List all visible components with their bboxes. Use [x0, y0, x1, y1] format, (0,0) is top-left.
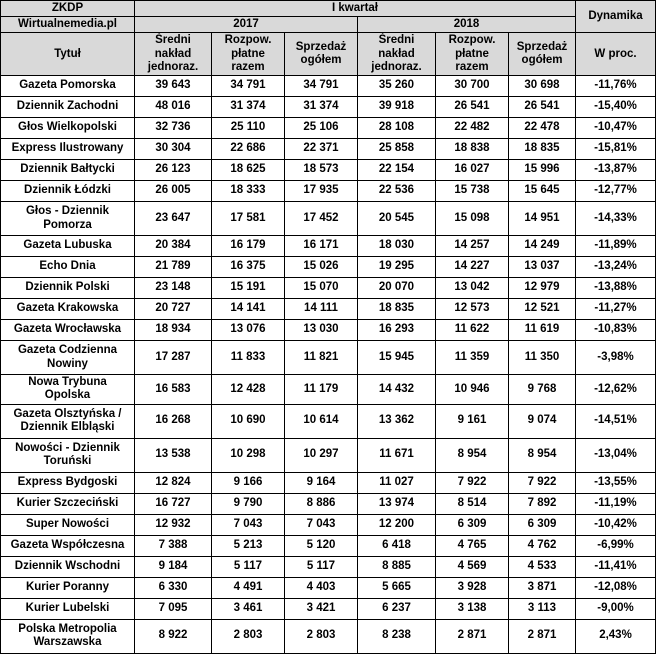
- cell-2018-0: 20 545: [358, 202, 436, 236]
- table-row: [1, 375, 656, 404]
- cell-2018-2: 8 954: [509, 438, 576, 472]
- header-subcol-3: Średni nakład jednoraz.: [358, 33, 436, 76]
- cell-2017-2: 11 821: [285, 341, 358, 375]
- table-row: [1, 118, 656, 139]
- row-title: Nowości - Dziennik Toruński: [1, 438, 135, 472]
- cell-2017-1: 10 690: [212, 404, 285, 438]
- cell-dynamics: -13,55%: [576, 472, 656, 493]
- cell-2018-0: 5 665: [358, 577, 436, 598]
- row-title: Gazeta Współczesna: [1, 535, 135, 556]
- row-title: Dziennik Bałtycki: [1, 160, 135, 181]
- cell-2017-0: 7 095: [135, 598, 212, 619]
- row-title: Kurier Lubelski: [1, 598, 135, 619]
- cell-2017-2: 3 421: [285, 598, 358, 619]
- table-row: [1, 139, 656, 160]
- cell-2018-2: 11 350: [509, 341, 576, 375]
- cell-2018-2: 14 951: [509, 202, 576, 236]
- cell-2017-1: 9 790: [212, 493, 285, 514]
- cell-2017-1: 7 043: [212, 514, 285, 535]
- cell-2018-0: 39 918: [358, 97, 436, 118]
- cell-2018-2: 22 478: [509, 118, 576, 139]
- cell-2017-0: 6 330: [135, 577, 212, 598]
- cell-2018-2: 7 922: [509, 472, 576, 493]
- cell-2018-0: 12 200: [358, 514, 436, 535]
- cell-2017-2: 2 803: [285, 619, 358, 653]
- cell-2018-2: 4 533: [509, 556, 576, 577]
- cell-2018-1: 30 700: [436, 76, 509, 97]
- cell-2018-1: 11 359: [436, 341, 509, 375]
- cell-2017-2: 15 026: [285, 257, 358, 278]
- cell-2018-0: 35 260: [358, 76, 436, 97]
- table-row: [1, 619, 656, 653]
- cell-2018-2: 13 037: [509, 257, 576, 278]
- row-title: Gazeta Pomorska: [1, 76, 135, 97]
- cell-2018-0: 11 027: [358, 472, 436, 493]
- cell-2017-0: 39 643: [135, 76, 212, 97]
- row-title: Głos Wielkopolski: [1, 118, 135, 139]
- row-title: Dziennik Polski: [1, 278, 135, 299]
- cell-dynamics: -11,89%: [576, 236, 656, 257]
- cell-dynamics: -10,42%: [576, 514, 656, 535]
- cell-2018-0: 6 418: [358, 535, 436, 556]
- cell-2018-1: 15 738: [436, 181, 509, 202]
- cell-2017-1: 34 791: [212, 76, 285, 97]
- cell-2017-0: 7 388: [135, 535, 212, 556]
- cell-2017-1: 13 076: [212, 320, 285, 341]
- cell-2017-0: 26 123: [135, 160, 212, 181]
- header-row-1: [1, 1, 656, 17]
- cell-2017-1: 15 191: [212, 278, 285, 299]
- cell-2017-0: 20 384: [135, 236, 212, 257]
- cell-2018-2: 15 996: [509, 160, 576, 181]
- cell-2017-0: 21 789: [135, 257, 212, 278]
- header-subcol-2: Sprzedaż ogółem: [285, 33, 358, 76]
- table-row: [1, 598, 656, 619]
- table-row: [1, 404, 656, 438]
- row-title: Kurier Szczeciński: [1, 493, 135, 514]
- cell-2018-0: 15 945: [358, 341, 436, 375]
- cell-2017-2: 34 791: [285, 76, 358, 97]
- row-title: Gazeta Krakowska: [1, 299, 135, 320]
- cell-2017-2: 22 371: [285, 139, 358, 160]
- cell-2018-2: 18 835: [509, 139, 576, 160]
- cell-2017-2: 7 043: [285, 514, 358, 535]
- header-zkdp: ZKDP: [1, 1, 135, 17]
- cell-2017-1: 25 110: [212, 118, 285, 139]
- table-row: [1, 257, 656, 278]
- cell-2017-1: 18 625: [212, 160, 285, 181]
- cell-dynamics: -11,41%: [576, 556, 656, 577]
- header-row-2: [1, 17, 656, 33]
- cell-2018-1: 13 042: [436, 278, 509, 299]
- header-dynamics: Dynamika: [576, 1, 656, 33]
- cell-2018-2: 14 249: [509, 236, 576, 257]
- row-title: Gazeta Lubuska: [1, 236, 135, 257]
- table-row: [1, 299, 656, 320]
- cell-2018-2: 9 768: [509, 375, 576, 404]
- cell-2017-1: 18 333: [212, 181, 285, 202]
- cell-2018-1: 6 309: [436, 514, 509, 535]
- table-row: [1, 577, 656, 598]
- cell-2018-2: 11 619: [509, 320, 576, 341]
- cell-2018-0: 18 835: [358, 299, 436, 320]
- cell-2018-1: 15 098: [436, 202, 509, 236]
- row-title: Dziennik Zachodni: [1, 97, 135, 118]
- cell-2017-0: 23 148: [135, 278, 212, 299]
- table-row: [1, 236, 656, 257]
- row-title: Polska Metropolia Warszawska: [1, 619, 135, 653]
- cell-dynamics: -12,62%: [576, 375, 656, 404]
- cell-2017-1: 4 491: [212, 577, 285, 598]
- cell-2018-1: 22 482: [436, 118, 509, 139]
- cell-2017-2: 5 120: [285, 535, 358, 556]
- row-title: Express Ilustrowany: [1, 139, 135, 160]
- cell-dynamics: -12,77%: [576, 181, 656, 202]
- table-row: [1, 76, 656, 97]
- cell-2017-0: 18 934: [135, 320, 212, 341]
- cell-2017-1: 16 375: [212, 257, 285, 278]
- header-year-2018: 2018: [358, 17, 576, 33]
- cell-2017-2: 31 374: [285, 97, 358, 118]
- cell-2017-2: 11 179: [285, 375, 358, 404]
- table-body: [1, 76, 656, 653]
- cell-2017-1: 9 166: [212, 472, 285, 493]
- cell-dynamics: 2,43%: [576, 619, 656, 653]
- cell-2017-0: 23 647: [135, 202, 212, 236]
- cell-2017-1: 31 374: [212, 97, 285, 118]
- cell-2018-0: 8 885: [358, 556, 436, 577]
- header-quarter-title: I kwartał: [135, 1, 576, 17]
- cell-2017-2: 16 171: [285, 236, 358, 257]
- cell-2018-0: 25 858: [358, 139, 436, 160]
- cell-2017-1: 2 803: [212, 619, 285, 653]
- cell-2017-2: 17 935: [285, 181, 358, 202]
- table-row: [1, 535, 656, 556]
- header-row-3: [1, 33, 656, 76]
- header-dynamics-unit: W proc.: [576, 33, 656, 76]
- cell-2017-2: 15 070: [285, 278, 358, 299]
- cell-dynamics: -3,98%: [576, 341, 656, 375]
- cell-2017-0: 30 304: [135, 139, 212, 160]
- table-row: [1, 341, 656, 375]
- row-title: Gazeta Wrocławska: [1, 320, 135, 341]
- cell-dynamics: -11,19%: [576, 493, 656, 514]
- cell-2017-2: 13 030: [285, 320, 358, 341]
- cell-dynamics: -15,40%: [576, 97, 656, 118]
- table-row: [1, 181, 656, 202]
- header-source: Wirtualnemedia.pl: [1, 17, 135, 33]
- cell-2018-0: 22 154: [358, 160, 436, 181]
- cell-2018-1: 14 227: [436, 257, 509, 278]
- cell-2018-0: 14 432: [358, 375, 436, 404]
- cell-2018-0: 20 070: [358, 278, 436, 299]
- cell-dynamics: -13,87%: [576, 160, 656, 181]
- cell-dynamics: -11,27%: [576, 299, 656, 320]
- cell-dynamics: -14,51%: [576, 404, 656, 438]
- table-row: [1, 514, 656, 535]
- cell-2018-0: 16 293: [358, 320, 436, 341]
- cell-2017-1: 14 141: [212, 299, 285, 320]
- table-row: [1, 97, 656, 118]
- cell-2018-0: 19 295: [358, 257, 436, 278]
- table-row: [1, 438, 656, 472]
- table-row: [1, 160, 656, 181]
- cell-dynamics: -11,76%: [576, 76, 656, 97]
- cell-2018-2: 2 871: [509, 619, 576, 653]
- cell-dynamics: -10,83%: [576, 320, 656, 341]
- cell-2017-0: 16 268: [135, 404, 212, 438]
- cell-2018-1: 14 257: [436, 236, 509, 257]
- cell-2017-2: 9 164: [285, 472, 358, 493]
- table-row: [1, 493, 656, 514]
- cell-2017-1: 17 581: [212, 202, 285, 236]
- table-row: [1, 202, 656, 236]
- cell-2018-2: 6 309: [509, 514, 576, 535]
- cell-2017-1: 5 117: [212, 556, 285, 577]
- cell-2018-1: 2 871: [436, 619, 509, 653]
- cell-2018-2: 3 871: [509, 577, 576, 598]
- cell-2018-0: 18 030: [358, 236, 436, 257]
- table-row: [1, 278, 656, 299]
- cell-2018-1: 12 573: [436, 299, 509, 320]
- cell-2018-2: 30 698: [509, 76, 576, 97]
- cell-dynamics: -6,99%: [576, 535, 656, 556]
- cell-2017-2: 10 614: [285, 404, 358, 438]
- cell-2018-0: 13 362: [358, 404, 436, 438]
- cell-2017-0: 26 005: [135, 181, 212, 202]
- cell-2018-0: 13 974: [358, 493, 436, 514]
- table-row: [1, 556, 656, 577]
- cell-2018-1: 8 514: [436, 493, 509, 514]
- header-year-2017: 2017: [135, 17, 358, 33]
- cell-2017-1: 16 179: [212, 236, 285, 257]
- cell-2017-1: 10 298: [212, 438, 285, 472]
- cell-2017-0: 12 824: [135, 472, 212, 493]
- cell-2018-0: 8 238: [358, 619, 436, 653]
- cell-dynamics: -13,24%: [576, 257, 656, 278]
- cell-2017-2: 8 886: [285, 493, 358, 514]
- cell-2017-0: 32 736: [135, 118, 212, 139]
- cell-2018-1: 16 027: [436, 160, 509, 181]
- row-title: Super Nowości: [1, 514, 135, 535]
- cell-2017-0: 9 184: [135, 556, 212, 577]
- cell-2018-2: 3 113: [509, 598, 576, 619]
- cell-2017-2: 4 403: [285, 577, 358, 598]
- cell-2017-0: 48 016: [135, 97, 212, 118]
- cell-2018-2: 12 979: [509, 278, 576, 299]
- cell-2017-1: 22 686: [212, 139, 285, 160]
- cell-2017-0: 8 922: [135, 619, 212, 653]
- header-subcol-5: Sprzedaż ogółem: [509, 33, 576, 76]
- row-title: Dziennik Wschodni: [1, 556, 135, 577]
- cell-dynamics: -13,04%: [576, 438, 656, 472]
- cell-2017-1: 3 461: [212, 598, 285, 619]
- cell-2018-2: 15 645: [509, 181, 576, 202]
- cell-2017-1: 5 213: [212, 535, 285, 556]
- cell-2017-2: 25 106: [285, 118, 358, 139]
- cell-2017-1: 11 833: [212, 341, 285, 375]
- cell-2018-1: 7 922: [436, 472, 509, 493]
- cell-2017-0: 13 538: [135, 438, 212, 472]
- row-title: Gazeta Olsztyńska / Dziennik Elbląski: [1, 404, 135, 438]
- cell-2018-0: 11 671: [358, 438, 436, 472]
- cell-2018-1: 4 569: [436, 556, 509, 577]
- cell-2018-1: 8 954: [436, 438, 509, 472]
- cell-2017-2: 5 117: [285, 556, 358, 577]
- cell-2017-0: 16 583: [135, 375, 212, 404]
- header-subcol-1: Rozpow. płatne razem: [212, 33, 285, 76]
- cell-2018-2: 9 074: [509, 404, 576, 438]
- header-subcol-4: Rozpow. płatne razem: [436, 33, 509, 76]
- cell-dynamics: -15,81%: [576, 139, 656, 160]
- cell-2018-1: 18 838: [436, 139, 509, 160]
- cell-2018-1: 4 765: [436, 535, 509, 556]
- row-title: Echo Dnia: [1, 257, 135, 278]
- cell-2017-0: 16 727: [135, 493, 212, 514]
- cell-2017-0: 12 932: [135, 514, 212, 535]
- cell-2018-1: 3 138: [436, 598, 509, 619]
- cell-2017-1: 12 428: [212, 375, 285, 404]
- header-title-column: Tytuł: [1, 33, 135, 76]
- cell-2018-2: 4 762: [509, 535, 576, 556]
- row-title: Express Bydgoski: [1, 472, 135, 493]
- cell-2018-2: 12 521: [509, 299, 576, 320]
- cell-2018-0: 6 237: [358, 598, 436, 619]
- cell-2018-1: 9 161: [436, 404, 509, 438]
- cell-2018-1: 3 928: [436, 577, 509, 598]
- cell-dynamics: -10,47%: [576, 118, 656, 139]
- row-title: Gazeta Codzienna Nowiny: [1, 341, 135, 375]
- cell-2018-1: 26 541: [436, 97, 509, 118]
- cell-2018-1: 11 622: [436, 320, 509, 341]
- cell-2018-2: 26 541: [509, 97, 576, 118]
- cell-dynamics: -12,08%: [576, 577, 656, 598]
- cell-2018-1: 10 946: [436, 375, 509, 404]
- row-title: Kurier Poranny: [1, 577, 135, 598]
- header-subcol-0: Średni nakład jednoraz.: [135, 33, 212, 76]
- cell-2017-2: 10 297: [285, 438, 358, 472]
- cell-dynamics: -13,88%: [576, 278, 656, 299]
- cell-2017-0: 17 287: [135, 341, 212, 375]
- cell-2017-2: 17 452: [285, 202, 358, 236]
- row-title: Głos - Dziennik Pomorza: [1, 202, 135, 236]
- table-row: [1, 320, 656, 341]
- cell-2018-0: 22 536: [358, 181, 436, 202]
- cell-2017-2: 14 111: [285, 299, 358, 320]
- row-title: Nowa Trybuna Opolska: [1, 375, 135, 404]
- cell-2018-2: 7 892: [509, 493, 576, 514]
- cell-2017-2: 18 573: [285, 160, 358, 181]
- cell-dynamics: -9,00%: [576, 598, 656, 619]
- cell-2018-0: 28 108: [358, 118, 436, 139]
- table-row: [1, 472, 656, 493]
- cell-2017-0: 20 727: [135, 299, 212, 320]
- cell-dynamics: -14,33%: [576, 202, 656, 236]
- row-title: Dziennik Łódzki: [1, 181, 135, 202]
